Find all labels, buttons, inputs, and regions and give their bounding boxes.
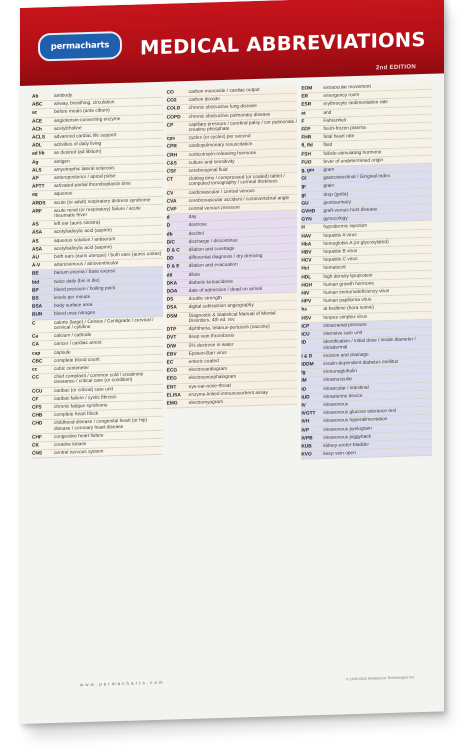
abbreviation-term: ACLS [32, 135, 46, 141]
abbreviation-definition: gynecology [323, 216, 348, 223]
abbreviation-definition: capsule [54, 349, 71, 356]
abbreviation-definition: intravenous hyperalimentation [323, 417, 388, 425]
abbreviation-term: CK [32, 443, 39, 449]
abbreviation-term: CCU [32, 388, 43, 395]
abbreviation-term: ASA [32, 247, 43, 253]
abbreviation-term: ICP [301, 324, 310, 330]
abbreviation-definition: complete blood count [54, 357, 100, 364]
abbreviation-definition: diphtheria, tetanus-pertussis (vaccine) [188, 324, 270, 333]
abbreviation-definition: carbon dioxide [188, 97, 220, 104]
abbreviation-definition: dilute [188, 272, 201, 278]
abbreviation-definition: hepatitis B virus [323, 249, 358, 256]
abbreviation-definition: double strength [188, 296, 222, 303]
abbreviation-term: ARF [32, 209, 42, 215]
abbreviation-term: ICU [301, 332, 310, 338]
abbreviation-term: BS [32, 296, 39, 302]
abbreviation-definition: aqueous solution / antiserum [54, 236, 116, 244]
abbreviation-definition: complete heart block [54, 411, 99, 419]
abbreviation-definition: dilation and curettage [188, 246, 235, 254]
abbreviation-definition: follicle-stimulating hormone [323, 149, 382, 157]
abbreviation-term: Hct [301, 266, 310, 273]
abbreviation-term: COPD [166, 114, 181, 121]
abbreviation-term: CV [166, 191, 174, 197]
abbreviation-term: IVGTT [301, 411, 316, 417]
abbreviation-definition: anteroposterior / apical pulse [54, 174, 116, 182]
abbreviation-definition: as desired (ad libitum) [54, 150, 102, 157]
abbreviation-definition: acetylcholine [54, 125, 82, 132]
page-title: MEDICAL ABBREVIATIONS [140, 27, 426, 60]
abbreviation-term: DS [166, 297, 174, 303]
abbreviation-term: BSA [32, 304, 43, 310]
abbreviation-definition: graft-versus-host disease [323, 207, 378, 215]
abbreviation-definition: carbon monoxide / cardiac output [188, 87, 260, 95]
abbreviation-term: FSH [301, 151, 311, 158]
abbreviation-definition: intravenous pyelogram [323, 426, 372, 433]
abbreviation-term: HIV [301, 291, 310, 297]
abbreviation-term: CP [166, 123, 174, 129]
abbreviation-term: Ca [32, 334, 39, 340]
abbreviation-definition: and [323, 110, 332, 116]
abbreviation-term: ER [301, 94, 309, 100]
abbreviation-term: AS [32, 222, 39, 228]
abbreviation-definition: acute (or adult) respiratory distress syndrome [54, 197, 151, 206]
abbreviation-definition: childhood disease / congenital heart (or hip) disease / coronary heart disease [54, 418, 148, 432]
abbreviation-term: C [32, 321, 36, 327]
abbreviation-definition: eye-ear-nose-throat [188, 383, 231, 390]
abbreviation-definition: keep vein open [323, 451, 356, 458]
abbreviation-term: CO2 [166, 98, 177, 104]
abbreviation-definition: intensive care unit [323, 330, 363, 338]
abbreviation-definition: cardiac failure / cystic fibrosis [54, 394, 117, 402]
abbreviation-definition: dextrose [188, 222, 208, 229]
abbreviation-definition: cancer / cardiac arrest [54, 340, 102, 348]
abbreviation-definition: genitourinary [323, 200, 352, 206]
abbreviation-term: fl, fld [301, 143, 313, 150]
abbreviation-definition: insulin-dependent diabetes mellitus [323, 359, 399, 367]
abbreviation-definition: antibody [54, 93, 73, 99]
abbreviation-term: HDL [301, 275, 312, 281]
abbreviation-definition: gastrointestinal / Gingival Index [323, 174, 391, 182]
abbreviation-term: BP [32, 288, 39, 294]
abbreviation-term: AU [32, 255, 39, 261]
abbreviation-term: ac [32, 110, 38, 117]
abbreviation-definition: fresh-frozen plasma [323, 125, 366, 133]
abbreviation-definition: erythrocyte sedimentation rate [323, 100, 388, 108]
abbreviation-definition: hemoglobin A (or glycosylated) [323, 239, 389, 247]
abbreviation-definition: electroencephalogram [188, 374, 237, 382]
abbreviation-definition: herpes simplex virus [323, 314, 368, 321]
column-1 [32, 90, 163, 674]
abbreviation-definition: intravenous [323, 402, 349, 408]
abbreviation-term: BE [32, 271, 39, 278]
abbreviation-definition: hepatitis A virus [323, 232, 357, 239]
abbreviation-term: D & E [166, 264, 180, 271]
abbreviation-term: CHF [32, 435, 42, 441]
abbreviation-definition: cycles (or cycles) per second [188, 134, 251, 142]
abbreviation-term: ELISA [166, 392, 181, 399]
column-2 [167, 86, 298, 670]
abbreviation-term: I & D [301, 354, 313, 360]
abbreviation-term: cap [32, 350, 41, 357]
abbreviation-term: cps [166, 136, 175, 142]
abbreviation-term: DVT [166, 335, 177, 341]
abbreviation-definition: enzyme-linked immunosorbent assay [188, 390, 268, 398]
abbreviation-definition: levels per minute [54, 294, 91, 302]
abbreviation-definition: intramuscular [323, 377, 353, 384]
abbreviation-definition: body surface area [54, 303, 93, 310]
header-banner [20, 0, 444, 86]
abbreviation-definition: kidney-ureter-bladder [323, 442, 369, 449]
brand-logo-text: permacharts [50, 40, 110, 53]
abbreviation-term: H [301, 226, 305, 232]
abbreviation-term: GU [301, 201, 309, 207]
abbreviation-term: g, gm [301, 168, 315, 174]
abbreviation-definition: intrauterine device [323, 393, 363, 400]
abbreviation-definition: blood pressure / boiling point [54, 286, 116, 293]
abbreviation-term: et [301, 111, 306, 117]
abbreviation-term: ESR [301, 102, 312, 109]
abbreviation-term: gr [301, 184, 307, 191]
abbreviation-definition: hypodermic injection [323, 224, 368, 231]
abbreviation-definition: culture and sensitivity [188, 159, 235, 166]
abbreviation-definition: enteric coated [188, 359, 219, 365]
abbreviation-definition: advanced cardiac life support [54, 133, 117, 141]
abbreviation-term: EBV [166, 352, 177, 358]
abbreviation-term: hs [301, 307, 307, 314]
abbreviation-definition: date of admission / dead on arrival [188, 286, 263, 295]
abbreviation-definition: at bedtime (hora somni) [323, 305, 374, 313]
reference-sheet [20, 0, 444, 724]
abbreviation-term: D/C [166, 240, 175, 246]
abbreviation-definition: activated partial thromboplastin time [54, 181, 131, 190]
abbreviation-term: CRH [166, 152, 178, 159]
abbreviation-term: IDDM [301, 362, 314, 368]
abbreviation-definition: emergency room [323, 93, 360, 100]
abbreviation-term: CHB [32, 413, 43, 419]
brand-logo [38, 31, 122, 61]
abbreviation-term: C&S [166, 161, 177, 167]
abbreviation-definition: antigen [54, 159, 70, 165]
abbreviation-term: HCV [301, 258, 312, 264]
abbreviation-definition: hematocrit [323, 265, 346, 272]
abbreviation-term: ACE [32, 118, 43, 125]
abbreviation-definition: aqueous [54, 191, 73, 198]
abbreviation-term: IUD [301, 395, 310, 401]
abbreviation-term: DTP [166, 327, 177, 333]
abbreviation-definition: both ears (auris uterque) / both ears (aures unitas) [54, 251, 162, 261]
abbreviation-term: HSV [301, 316, 312, 322]
abbreviation-definition: Fahrenheit [323, 118, 347, 124]
abbreviation-term: ALS [32, 168, 42, 174]
abbreviation-definition: chronic fatigue syndrome [54, 403, 108, 410]
abbreviation-definition: calorie (large) / Celsius / Centigrade / cervical / cervical / cytidine [54, 317, 154, 331]
abbreviation-definition: creatine kinase [54, 441, 87, 448]
abbreviation-definition: chronic obstructive pulmonary disease [188, 112, 271, 120]
abbreviation-definition: airway, breathing, circulation [54, 100, 115, 108]
abbreviation-definition: calcium / cathode [54, 332, 92, 340]
abbreviation-definition: Diagnostic & Statistical Manual of Mental Disorders, 4th ed. rev. [188, 311, 276, 324]
abbreviation-term: CA [32, 342, 39, 348]
abbreviation-term: FFP [301, 127, 311, 133]
abbreviation-definition: extraocular movement [323, 84, 371, 91]
abbreviation-definition: angiotensin-converting enzyme [54, 116, 121, 124]
abbreviation-definition: chronic obstructive lung disease [188, 104, 257, 112]
abbreviation-term: COLD [166, 106, 181, 113]
abbreviation-term: db [166, 232, 173, 238]
abbreviation-term: CBC [32, 359, 43, 365]
abbreviation-definition: grain [323, 184, 335, 190]
abbreviation-term: FHR [301, 135, 312, 141]
abbreviation-term: ADL [32, 143, 42, 149]
abbreviation-definition: left ear (auris sinistra) [54, 220, 101, 228]
abbreviation-definition: chief complaint / common cold / creatinine clearance / critical care (or condition) [54, 372, 144, 386]
abbreviation-definition: diabetic ketoacidosis [188, 279, 233, 286]
abbreviation-definition: electrocardiogram [188, 366, 228, 374]
footer-url: w w w . p e r m a c h a r t s . c o m [80, 679, 164, 688]
abbreviation-definition: discharge / discontinue [188, 238, 238, 245]
abbreviation-term: GYN [301, 217, 312, 223]
abbreviation-term: EMG [166, 401, 178, 407]
abbreviation-term: CSF [166, 169, 177, 175]
abbreviation-term: ACh [32, 127, 42, 133]
abbreviation-term: gt [301, 193, 306, 199]
abbreviation-definition: high density lipoprotein [323, 273, 373, 280]
abbreviation-term: GI [301, 176, 307, 182]
abbreviation-term: AP [32, 176, 39, 182]
abbreviation-term: IVH [301, 419, 310, 425]
abbreviation-term: ABC [32, 102, 43, 108]
abbreviation-definition: intravenous piggyback [323, 434, 372, 441]
abbreviation-columns [32, 82, 432, 674]
abbreviation-term: AS [32, 239, 39, 245]
abbreviation-definition: acetylsalicylic acid (aspirin) [54, 245, 112, 252]
abbreviation-term: EC [166, 360, 174, 366]
abbreviation-definition: human papilloma virus [323, 297, 372, 305]
abbreviation-definition: day [188, 215, 197, 221]
abbreviation-term: CHD [32, 421, 43, 427]
abbreviation-definition: activities of daily living [54, 141, 102, 149]
abbreviation-definition: arteriovenous / atrioventricular [54, 261, 119, 269]
abbreviation-definition: immunoglobulin [323, 369, 357, 376]
abbreviation-definition: human immunodeficiency virus [323, 289, 390, 297]
abbreviation-term: ECG [166, 368, 178, 374]
abbreviation-term: CVA [166, 199, 177, 205]
abbreviation-term: FUO [301, 160, 312, 166]
abbreviation-term: DOA [166, 289, 178, 295]
abbreviation-definition: capillary pressure / cerebral palsy / cor pulmonale / creatine phosphate [188, 119, 297, 134]
footer-copyright: © 1999-2015 Mindsource Technologies Inc. [346, 675, 416, 682]
abbreviation-definition: congestive heart failure [54, 433, 104, 440]
abbreviation-definition: Epstein-Barr virus [188, 350, 227, 357]
abbreviation-definition: intravenous glucose tolerance test [323, 408, 397, 417]
abbreviation-term: HbA [301, 242, 312, 248]
abbreviation-term: bid [32, 280, 40, 286]
abbreviation-term: Ag [32, 160, 39, 166]
abbreviation-term: EOM [301, 86, 313, 92]
abbreviation-definition: differential diagnosis / dry dressing [188, 254, 263, 262]
abbreviation-definition: clotting time / compressed (or coated) tablet / computed tomography / corneal thickness [188, 174, 285, 188]
abbreviation-definition: fever of undetermined origin [323, 158, 384, 165]
abbreviation-definition: incision and drainage [323, 352, 369, 359]
abbreviation-term: ad lib [32, 151, 45, 158]
abbreviation-term: DKA [166, 281, 178, 287]
abbreviation-term: D [166, 223, 171, 230]
abbreviation-definition: intraocular / intestinal [323, 385, 369, 392]
abbreviation-term: F [301, 119, 305, 125]
abbreviation-definition: decibel [188, 231, 204, 237]
abbreviation-definition: gram [323, 167, 335, 174]
abbreviation-term: KUB [301, 444, 312, 450]
abbreviation-term: d [166, 215, 170, 221]
abbreviation-term: EEG [166, 376, 177, 382]
abbreviation-term: ENT [166, 384, 177, 391]
abbreviation-definition: cubic centimeter [54, 365, 89, 372]
abbreviation-term: ID [301, 340, 307, 346]
abbreviation-term: CT [166, 177, 174, 183]
abbreviation-definition: acute renal (or respiratory) failure / acute rheumatic fever [54, 206, 141, 220]
abbreviation-term: CPR [166, 144, 177, 151]
abbreviation-definition: central nervous system [54, 449, 104, 457]
abbreviation-term: dil [166, 273, 173, 279]
abbreviation-definition: drop (gutta) [323, 191, 349, 198]
abbreviation-definition: cardiac (or critical) care unit [54, 386, 113, 394]
abbreviation-definition: barium enema / base excess [54, 269, 116, 277]
abbreviation-definition: before meals (ante cibum) [54, 108, 110, 116]
edition-label: 2nd EDITION [376, 64, 416, 72]
abbreviation-definition: hepatitis C virus [323, 257, 358, 264]
abbreviation-term: D/W [166, 343, 176, 350]
abbreviation-definition: electromyogram [188, 399, 224, 406]
abbreviation-term: IVPB [301, 436, 313, 442]
abbreviation-term: CFS [32, 405, 42, 411]
abbreviation-term: CO [166, 90, 174, 96]
abbreviation-term: CF [32, 397, 39, 403]
abbreviation-definition: identification / initial dose / inside diameter / intradermal [323, 337, 416, 351]
abbreviation-definition: digital subtraction angiography [188, 303, 254, 311]
abbreviation-term: BUN [32, 312, 43, 319]
abbreviation-term: CNS [32, 451, 43, 457]
abbreviation-term: DSA [166, 305, 177, 312]
abbreviation-term: KVO [301, 452, 312, 458]
abbreviation-term: Ig [301, 370, 306, 376]
abbreviation-term: aq [32, 192, 38, 199]
abbreviation-term: GVHD [301, 209, 316, 215]
abbreviation-definition: twice daily (bis in die) [54, 278, 100, 285]
abbreviation-term: HBV [301, 250, 312, 256]
abbreviation-definition: corticotropin-releasing hormone [188, 150, 257, 158]
abbreviation-definition: amyotrophic lateral sclerosis [54, 166, 115, 173]
abbreviation-term: DSM [166, 314, 178, 320]
abbreviation-term: IM [301, 378, 307, 384]
abbreviation-definition: dilation and evacuation [188, 263, 238, 270]
abbreviation-term: IO [301, 387, 307, 393]
abbreviation-definition: deep vein thrombosis [188, 333, 235, 341]
abbreviation-term: HGH [301, 283, 313, 289]
abbreviation-term: HAV [301, 234, 312, 240]
abbreviation-definition: cardiopulmonary resuscitation [188, 142, 253, 150]
abbreviation-definition: intracranial pressure [323, 322, 367, 329]
abbreviation-term: D & C [166, 248, 180, 254]
abbreviation-definition: fetal heart rate [323, 134, 355, 141]
column-3 [301, 82, 432, 666]
abbreviation-term: APTT [32, 184, 45, 190]
abbreviation-definition: blood urea nitrogen [54, 311, 96, 318]
abbreviation-definition: fluid [323, 143, 333, 149]
abbreviation-term: ASA [32, 230, 43, 237]
abbreviation-definition: human growth hormone [323, 281, 375, 288]
abbreviation-term: HPV [301, 299, 312, 305]
abbreviation-definition: 5% dextrose in water [188, 342, 234, 349]
abbreviation-term: Ab [32, 94, 39, 100]
abbreviation-definition: central venous pressure [188, 205, 240, 213]
abbreviation-definition: acetylsalicylic acid (aspirin) [54, 228, 112, 236]
abbreviation-term: DD [166, 256, 174, 262]
abbreviation-term: cc [32, 367, 38, 373]
abbreviation-definition: cardiovascular / central venous [188, 188, 255, 196]
abbreviation-term: A-V [32, 263, 41, 269]
abbreviation-term: ARDS [32, 200, 46, 207]
abbreviation-term: CVP [166, 207, 177, 213]
abbreviation-term: CC [32, 375, 39, 381]
abbreviation-term: IV [301, 403, 306, 409]
abbreviation-term: IVP [301, 427, 310, 434]
abbreviation-definition: cerebrovascular accident / costovertebral angle [188, 195, 290, 204]
abbreviation-definition: cerebrospinal fluid [188, 167, 228, 175]
